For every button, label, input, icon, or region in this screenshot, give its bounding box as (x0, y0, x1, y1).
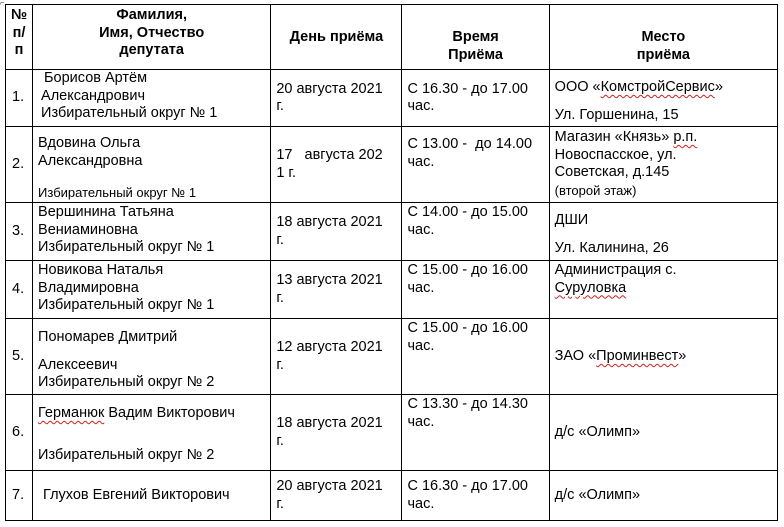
deputy-name: Глухов Евгений Викторович (33, 471, 271, 521)
table-row (6, 319, 778, 395)
deputy-name: Борисов Артём Александрович Избирательный округ № 1 (33, 70, 271, 127)
reception-date: 20 августа 2021 г. (271, 70, 402, 127)
row-num: 3. (6, 203, 33, 261)
header-day: День приёма (271, 5, 402, 70)
reception-place: ООО «КомстройСервис» Ул. Горшенина, 15 (549, 70, 777, 127)
deputy-name: Новикова Наталья Владимировна Избирательный округ № 1 (33, 261, 271, 319)
reception-time: С 16.30 - до 17.00 час. (402, 70, 549, 127)
reception-schedule-table (5, 4, 778, 521)
row-num: 5. (6, 319, 33, 395)
table-row (6, 471, 778, 521)
corner-mark: ⌐ (0, 0, 5, 7)
deputy-name: Вдовина Ольга Александровна Избирательный округ № 1 (33, 127, 271, 203)
reception-place: д/с «Олимп» (549, 395, 777, 471)
reception-place: ДШИ Ул. Калинина, 26 (549, 203, 777, 261)
reception-date: 17 августа 202 1 г. (271, 127, 402, 203)
header-row (6, 5, 778, 70)
row-num: 7. (6, 471, 33, 521)
reception-time: С 13.00 - до 14.00 час. (402, 127, 549, 203)
reception-date: 18 августа 2021 г. (271, 203, 402, 261)
deputy-name: Пономарев Дмитрий Алексеевич Избирательный округ № 2 (33, 319, 271, 395)
table-row (6, 70, 778, 127)
reception-place: Администрация с. Суруловка (549, 261, 777, 319)
header-place: Место приёма (549, 5, 777, 70)
reception-date: 18 августа 2021 г. (271, 395, 402, 471)
reception-time: С 13.30 - до 14.30 час. (402, 395, 549, 471)
reception-date: 12 августа 2021 г. (271, 319, 402, 395)
row-num: 4. (6, 261, 33, 319)
deputy-name: Вершинина Татьяна Вениаминовна Избирательный округ № 1 (33, 203, 271, 261)
reception-place: ЗАО «Проминвест» (549, 319, 777, 395)
header-time: Время Приёма (402, 5, 549, 70)
row-num: 6. (6, 395, 33, 471)
reception-time: С 15.00 - до 16.00 час. (402, 261, 549, 319)
reception-time: С 14.00 - до 15.00 час. (402, 203, 549, 261)
header-name: Фамилия, Имя, Отчество депутата (33, 5, 271, 70)
reception-time: С 15.00 - до 16.00 час. (402, 319, 549, 395)
deputy-name: Германюк Вадим Викторович Избирательный округ № 2 (33, 395, 271, 471)
reception-date: 13 августа 2021 г. (271, 261, 402, 319)
reception-time: С 16.30 - до 17.00 час. (402, 471, 549, 521)
table-row (6, 395, 778, 471)
table-row (6, 127, 778, 203)
reception-place: д/с «Олимп» (549, 471, 777, 521)
reception-date: 20 августа 2021 г. (271, 471, 402, 521)
table-row (6, 261, 778, 319)
header-num: № п/п (6, 5, 33, 70)
reception-place: Магазин «Князь» р.п. Новоспасское, ул. Советская, д.145 (второй этаж) (549, 127, 777, 203)
table-row (6, 203, 778, 261)
row-num: 2. (6, 127, 33, 203)
row-num: 1. (6, 70, 33, 127)
